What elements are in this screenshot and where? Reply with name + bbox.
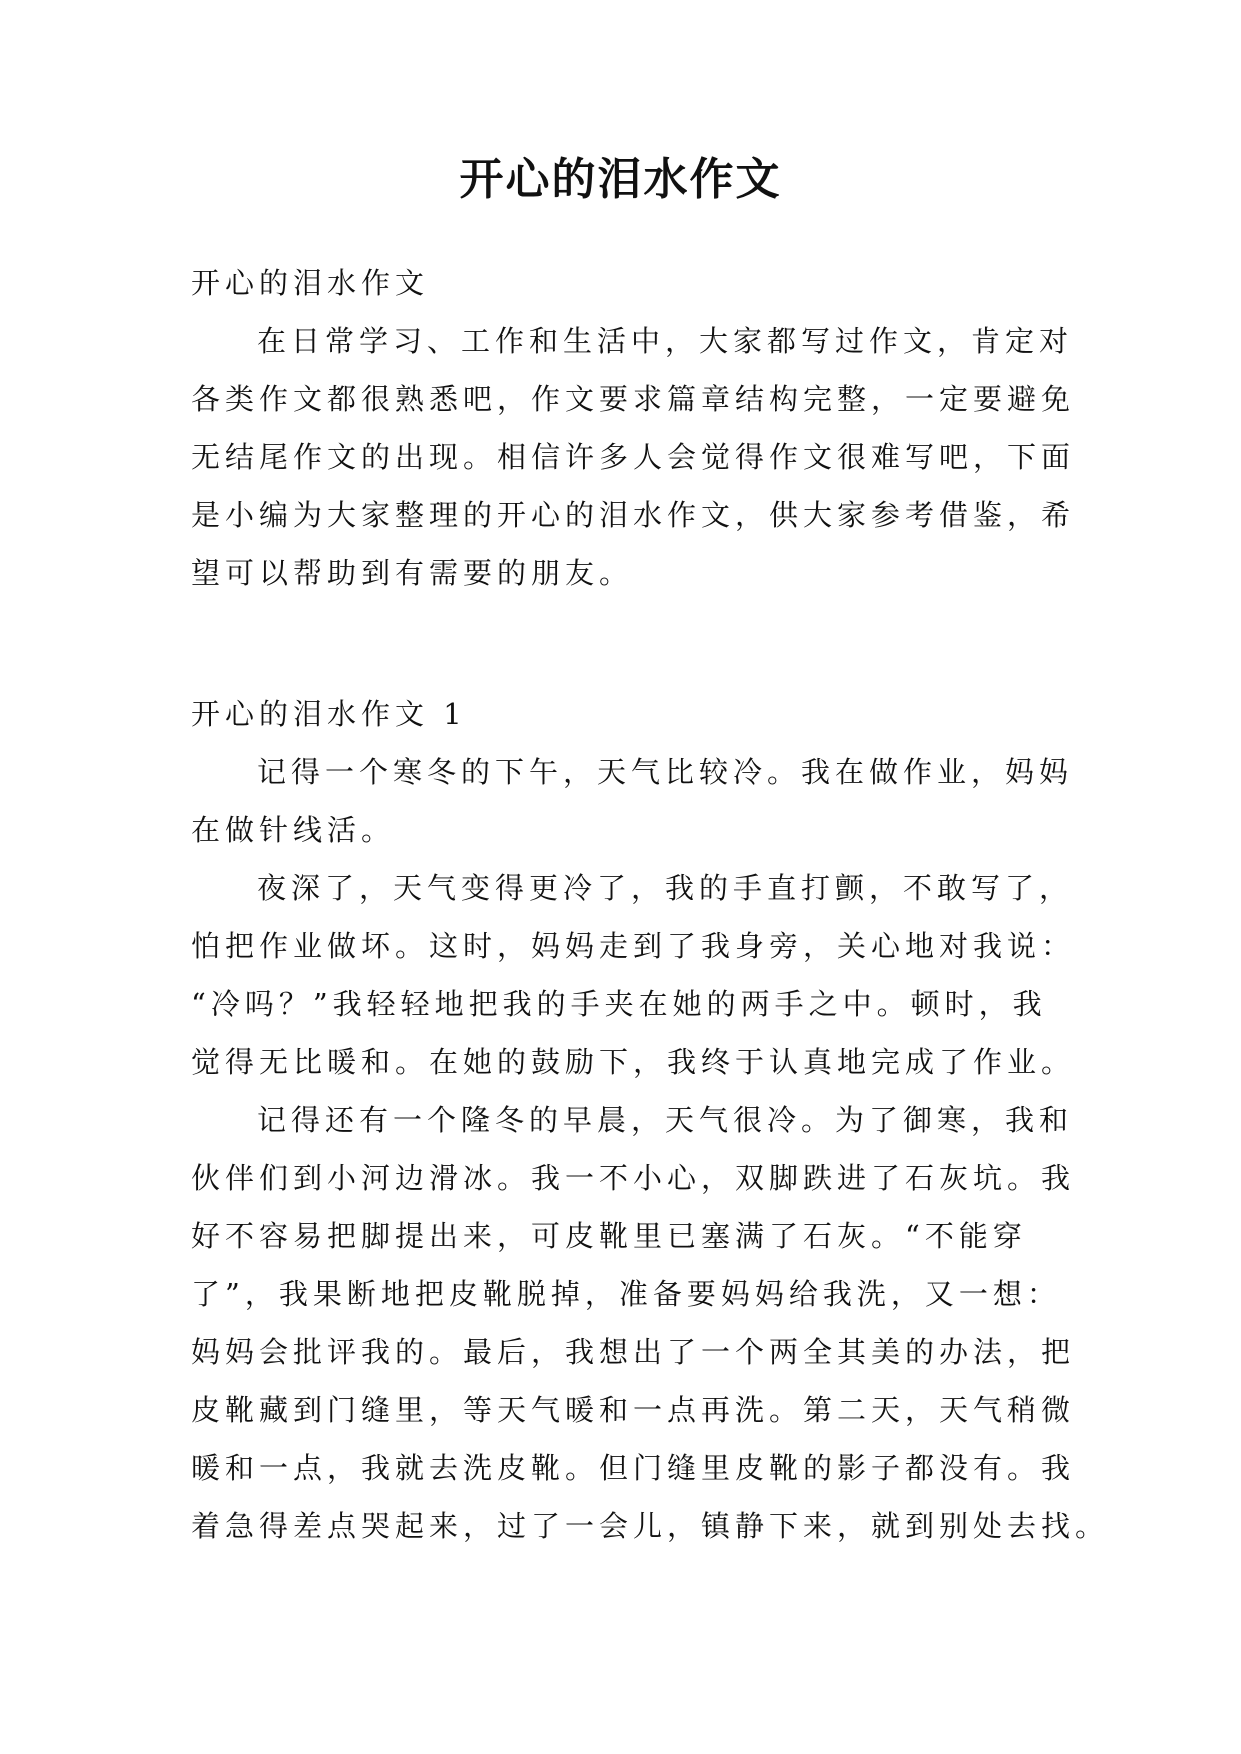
intro-paragraph-line: 望可以帮助到有需要的朋友。 bbox=[191, 556, 634, 590]
essay1-paragraph-line: 记得还有一个隆冬的早晨，天气很冷。为了御寒，我和 bbox=[257, 1103, 1074, 1137]
intro-heading: 开心的泪水作文 bbox=[191, 266, 430, 300]
essay1-heading: 开心的泪水作文 1 bbox=[191, 697, 467, 731]
essay1-section bbox=[191, 685, 1110, 1555]
essay1-paragraph-line: 皮靴藏到门缝里，等天气暖和一点再洗。第二天，天气稍微 bbox=[191, 1393, 1076, 1427]
essay1-paragraph-line: 着急得差点哭起来，过了一会儿，镇静下来，就到别处去找。 bbox=[191, 1509, 1110, 1543]
essay1-paragraph-line: 了”，我果断地把皮靴脱掉，准备要妈妈给我洗，又一想： bbox=[191, 1277, 1061, 1311]
essay1-paragraph-line: 觉得无比暖和。在她的鼓励下，我终于认真地完成了作业。 bbox=[191, 1045, 1076, 1079]
intro-paragraph-line: 在日常学习、工作和生活中，大家都写过作文，肯定对 bbox=[257, 324, 1074, 358]
intro-section bbox=[191, 254, 1076, 602]
essay1-paragraph-line: “冷吗？”我轻轻地把我的手夹在她的两手之中。顿时，我 bbox=[191, 987, 1047, 1021]
essay1-paragraph-line: 在做针线活。 bbox=[191, 813, 396, 847]
intro-paragraph-line: 无结尾作文的出现。相信许多人会觉得作文很难写吧，下面 bbox=[191, 440, 1076, 474]
essay1-paragraph-line: 暖和一点，我就去洗皮靴。但门缝里皮靴的影子都没有。我 bbox=[191, 1451, 1076, 1485]
essay1-paragraph-line: 怕把作业做坏。这时，妈妈走到了我身旁，关心地对我说： bbox=[191, 929, 1076, 963]
intro-paragraph-line: 是小编为大家整理的开心的泪水作文，供大家参考借鉴，希 bbox=[191, 498, 1076, 532]
essay1-paragraph-line: 好不容易把脚提出来，可皮靴里已塞满了石灰。“不能穿 bbox=[191, 1219, 1027, 1253]
essay1-paragraph-line: 记得一个寒冬的下午，天气比较冷。我在做作业，妈妈 bbox=[257, 755, 1074, 789]
essay1-paragraph-line: 夜深了，天气变得更冷了，我的手直打颤，不敢写了， bbox=[257, 871, 1074, 905]
essay1-paragraph-line: 伙伴们到小河边滑冰。我一不小心，双脚跌进了石灰坑。我 bbox=[191, 1161, 1076, 1195]
essay1-paragraph-line: 妈妈会批评我的。最后，我想出了一个两全其美的办法，把 bbox=[191, 1335, 1076, 1369]
intro-paragraph-line: 各类作文都很熟悉吧，作文要求篇章结构完整，一定要避免 bbox=[191, 382, 1076, 416]
document-title: 开心的泪水作文 bbox=[459, 154, 782, 205]
